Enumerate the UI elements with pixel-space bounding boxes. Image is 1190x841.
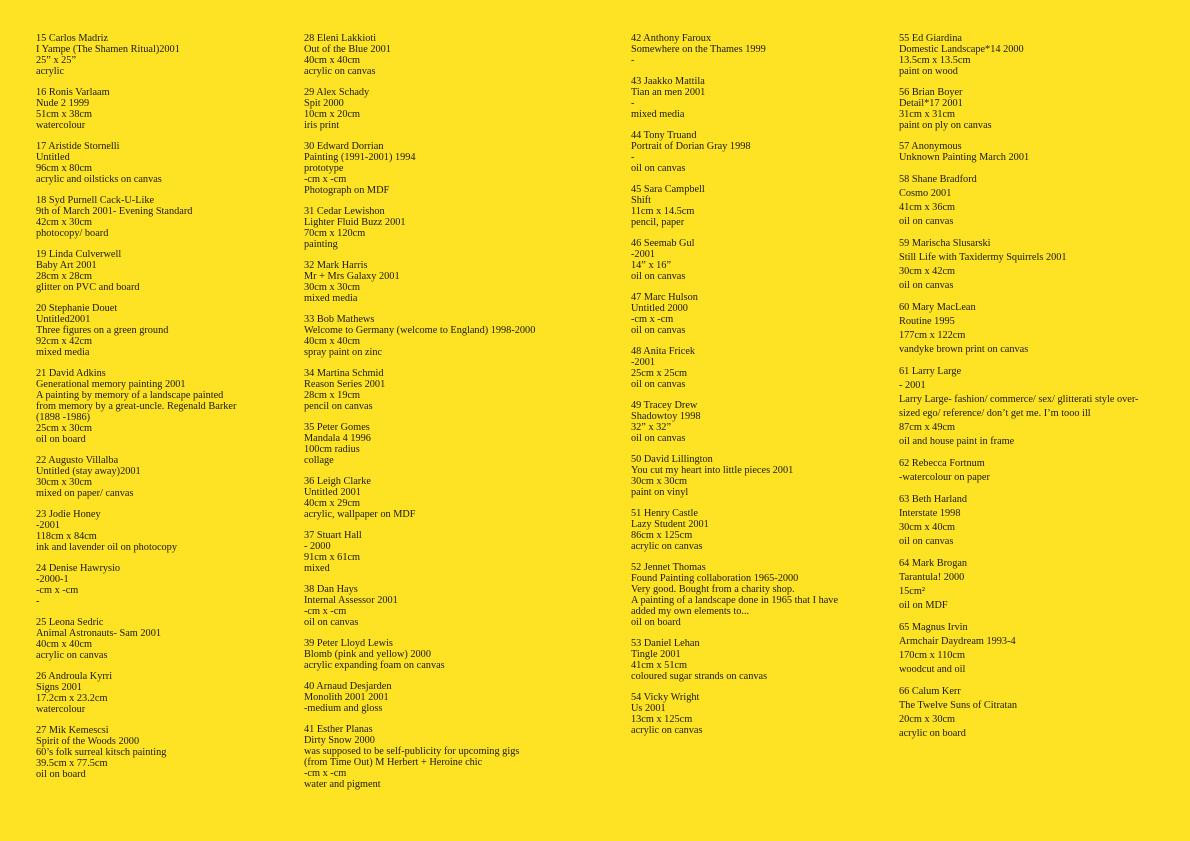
entry-line: A painting by memory of a landscape painted [36, 390, 224, 401]
entry-line: 25” x 25” [36, 55, 77, 66]
entry-line: oil on canvas [631, 271, 686, 282]
entry-line: iris print [304, 120, 340, 131]
artist-name: 60 Mary MacLean [899, 302, 976, 313]
artwork-entry [631, 33, 881, 66]
entry-line: Detail*17 2001 [899, 98, 963, 109]
entry-line: You cut my heart into little pieces 2001 [631, 465, 794, 476]
artwork-entry [36, 455, 276, 499]
entry-line: 51cm x 38cm [36, 109, 93, 120]
artwork-entry [899, 301, 1169, 357]
artist-name: 42 Anthony Faroux [631, 33, 712, 44]
entry-line: 118cm x 84cm [36, 531, 97, 542]
entry-line: Baby Art 2001 [36, 260, 97, 271]
artwork-entry [304, 681, 604, 714]
entry-line: Untitled 2001 [304, 487, 361, 498]
entry-line: Photograph on MDF [304, 185, 390, 196]
artist-name: 16 Ronis Varlaam [36, 87, 110, 98]
entry-line: 170cm x 110cm [899, 650, 965, 661]
entry-line: 40cm x 29cm [304, 498, 361, 509]
artist-name: 55 Ed Giardina [899, 33, 962, 44]
entry-line: mixed on paper/ canvas [36, 488, 134, 499]
artist-name: 22 Augusto Villalba [36, 455, 119, 466]
artwork-entry [631, 638, 881, 682]
entry-line: Interstate 1998 [899, 508, 961, 519]
entry-line: oil on board [36, 434, 86, 445]
entry-line: 9th of March 2001- Evening Standard [36, 206, 193, 217]
artwork-entry [631, 238, 881, 282]
artist-name: 64 Mark Brogan [899, 558, 968, 569]
entry-line: 30cm x 30cm [304, 282, 361, 293]
entry-line: 70cm x 120cm [304, 228, 366, 239]
entry-line: Cosmo 2001 [899, 188, 952, 199]
artist-name: 50 David Lillington [631, 454, 713, 465]
entry-line: pencil on canvas [304, 401, 373, 412]
artist-name: 43 Jaakko Mattila [631, 76, 705, 87]
entry-line: 39.5cm x 77.5cm [36, 758, 108, 769]
artist-name: 29 Alex Schady [304, 87, 370, 98]
entry-line: Mandala 4 1996 [304, 433, 371, 444]
entry-line: Painting (1991-2001) 1994 [304, 152, 416, 163]
entry-line: Tingle 2001 [631, 649, 681, 660]
artwork-entry [631, 76, 881, 120]
entry-line: 25cm x 25cm [631, 368, 688, 379]
entry-line: 32” x 32” [631, 422, 672, 433]
artwork-entry [631, 454, 881, 498]
entry-line: Nude 2 1999 [36, 98, 90, 109]
artwork-entry [631, 692, 881, 736]
artwork-entry [631, 130, 881, 174]
entry-line: 41cm x 36cm [899, 202, 956, 213]
entry-line: Mr + Mrs Galaxy 2001 [304, 271, 400, 282]
entry-line: vandyke brown print on canvas [899, 344, 1029, 355]
artist-name: 41 Esther Planas [304, 724, 373, 735]
entry-line: 41cm x 51cm [631, 660, 688, 671]
entry-line: Animal Astronauts- Sam 2001 [36, 628, 161, 639]
entry-line: -2001 [631, 357, 656, 368]
artist-name: 39 Peter Lloyd Lewis [304, 638, 393, 649]
entry-line: collage [304, 455, 334, 466]
entry-line: watercolour [36, 704, 86, 715]
artist-name: 61 Larry Large [899, 366, 962, 377]
artist-name: 66 Calum Kerr [899, 686, 961, 697]
entry-line: oil on canvas [631, 379, 686, 390]
artist-name: 36 Leigh Clarke [304, 476, 371, 487]
entry-line: Tian an men 2001 [631, 87, 706, 98]
entry-line: 30cm x 40cm [899, 522, 956, 533]
entry-line: -medium and gloss [304, 703, 383, 714]
entry-line: acrylic on canvas [631, 725, 703, 736]
entry-line: Lighter Fluid Buzz 2001 [304, 217, 406, 228]
entry-line: Untitled 2000 [631, 303, 688, 314]
entry-line: added my own elements to... [631, 606, 750, 617]
entry-line: Internal Assessor 2001 [304, 595, 398, 606]
entry-line: paint on vinyl [631, 487, 689, 498]
artist-name: 44 Tony Truand [631, 130, 697, 141]
artwork-entry [899, 457, 1169, 485]
entry-line: 11cm x 14.5cm [631, 206, 695, 217]
artwork-entry [304, 87, 604, 131]
artist-name: 45 Sara Campbell [631, 184, 705, 195]
artist-name: 38 Dan Hays [304, 584, 358, 595]
artwork-entry [304, 584, 604, 628]
artwork-entry [36, 141, 276, 185]
entry-line: I Yampe (The Shamen Ritual)2001 [36, 44, 180, 55]
artwork-entry [899, 141, 1169, 163]
artist-name: 27 Mik Kemescsi [36, 725, 109, 736]
entry-line: Domestic Landscape*14 2000 [899, 44, 1024, 55]
entry-line: Portrait of Dorian Gray 1998 [631, 141, 751, 152]
artwork-entry [304, 141, 604, 196]
entry-line: 31cm x 31cm [899, 109, 956, 120]
entry-line: spray paint on zinc [304, 347, 383, 358]
artwork-entry [631, 508, 881, 552]
entry-line: Routine 1995 [899, 316, 955, 327]
entry-line: -cm x -cm [631, 314, 674, 325]
entry-line: Reason Series 2001 [304, 379, 386, 390]
artist-name: 30 Edward Dorrian [304, 141, 384, 152]
entry-line: 40cm x 40cm [36, 639, 93, 650]
entry-line: -2000-1 [36, 574, 69, 585]
artist-name: 56 Brian Boyer [899, 87, 963, 98]
column-3 [631, 33, 881, 746]
entry-line: Shadowtoy 1998 [631, 411, 701, 422]
entry-line: - [631, 98, 635, 109]
entry-line: woodcut and oil [899, 664, 966, 675]
entry-line: Untitled2001 [36, 314, 91, 325]
artist-name: 32 Mark Harris [304, 260, 368, 271]
entry-line: oil on canvas [304, 617, 359, 628]
artist-name: 65 Magnus Irvin [899, 622, 968, 633]
entry-line: 60’s folk surreal kitsch painting [36, 747, 167, 758]
entry-line: glitter on PVC and board [36, 282, 140, 293]
artist-name: 58 Shane Bradford [899, 174, 977, 185]
entry-line: sized ego/ reference/ don’t get me. I’m tooo ill [899, 408, 1091, 419]
entry-line: -watercolour on paper [899, 472, 990, 483]
entry-line: A painting of a landscape done in 1965 that I have [631, 595, 839, 606]
entry-line: Signs 2001 [36, 682, 83, 693]
artwork-entry [899, 685, 1169, 741]
entry-line: acrylic, wallpaper on MDF [304, 509, 416, 520]
artist-name: 19 Linda Culverwell [36, 249, 122, 260]
entry-line: oil and house paint in frame [899, 436, 1015, 447]
artist-name: 26 Androula Kyrri [36, 671, 113, 682]
entry-line: 14” x 16” [631, 260, 672, 271]
artist-name: 52 Jennet Thomas [631, 562, 706, 573]
artwork-entry [304, 724, 604, 790]
entry-line: Armchair Daydream 1993-4 [899, 636, 1016, 647]
entry-line: 40cm x 40cm [304, 55, 361, 66]
entry-line: 100cm radius [304, 444, 360, 455]
artist-name: 17 Aristide Stornelli [36, 141, 120, 152]
artwork-entry [631, 346, 881, 390]
artwork-entry [304, 476, 604, 520]
entry-line: acrylic on canvas [631, 541, 703, 552]
artwork-entry [899, 87, 1169, 131]
entry-line: oil on board [36, 769, 86, 780]
entry-line: Us 2001 [631, 703, 666, 714]
artwork-entry [36, 195, 276, 239]
entry-line: acrylic on board [899, 728, 966, 739]
entry-line: 177cm x 122cm [899, 330, 966, 341]
entry-line: Very good. Bought from a charity shop. [631, 584, 795, 595]
artist-name: 49 Tracey Drew [631, 400, 698, 411]
artist-name: 31 Cedar Lewishon [304, 206, 385, 217]
entry-line: acrylic expanding foam on canvas [304, 660, 445, 671]
artist-name: 37 Stuart Hall [304, 530, 362, 541]
column-4 [899, 33, 1169, 749]
entry-line: ink and lavender oil on photocopy [36, 542, 177, 553]
entry-line: mixed media [631, 109, 685, 120]
entry-line: mixed media [36, 347, 90, 358]
artwork-entry [304, 314, 604, 358]
artwork-entry [631, 400, 881, 444]
entry-line: paint on wood [899, 66, 958, 77]
artist-name: 63 Beth Harland [899, 494, 968, 505]
column-2 [304, 33, 604, 800]
artwork-entry [631, 562, 881, 628]
entry-line: 30cm x 30cm [631, 476, 688, 487]
artist-name: 47 Marc Hulson [631, 292, 698, 303]
artwork-entry [36, 725, 276, 780]
entry-line: Still Life with Taxidermy Squirrels 2001 [899, 252, 1067, 263]
entry-line: oil on canvas [899, 536, 954, 547]
entry-line: painting [304, 239, 338, 250]
entry-line: coloured sugar strands on canvas [631, 671, 768, 682]
artwork-entry [304, 206, 604, 250]
artwork-entry [899, 557, 1169, 613]
entry-line: 92cm x 42cm [36, 336, 93, 347]
entry-line: 30cm x 42cm [899, 266, 956, 277]
entry-line: Unknown Painting March 2001 [899, 152, 1030, 163]
entry-line: -2001 [631, 249, 656, 260]
column-1 [36, 33, 276, 790]
entry-line: 15cm² [899, 586, 925, 597]
entry-line: - 2000 [304, 541, 331, 552]
entry-line: The Twelve Suns of Citratan [899, 700, 1018, 711]
entry-line: Spit 2000 [304, 98, 344, 109]
entry-line: -2001 [36, 520, 61, 531]
entry-line: oil on canvas [899, 280, 954, 291]
artist-name: 21 David Adkins [36, 368, 106, 379]
artwork-entry [304, 530, 604, 574]
entry-line: oil on MDF [899, 600, 948, 611]
entry-line: (1898 -1986) [36, 412, 91, 423]
artwork-entry [36, 87, 276, 131]
artist-name: 28 Eleni Lakkioti [304, 33, 377, 44]
entry-line: photocopy/ board [36, 228, 109, 239]
entry-line: Dirty Snow 2000 [304, 735, 375, 746]
artwork-entry [304, 260, 604, 304]
entry-line: Monolith 2001 2001 [304, 692, 389, 703]
artwork-entry [36, 671, 276, 715]
artwork-entry [304, 422, 604, 466]
entry-line: (from Time Out) M Herbert + Heroine chic [304, 757, 483, 768]
artist-name: 51 Henry Castle [631, 508, 698, 519]
entry-line: Blomb (pink and yellow) 2000 [304, 649, 431, 660]
entry-line: pencil, paper [631, 217, 685, 228]
artist-name: 20 Stephanie Douet [36, 303, 118, 314]
artwork-entry [899, 493, 1169, 549]
entry-line: 28cm x 28cm [36, 271, 93, 282]
artist-name: 15 Carlos Madriz [36, 33, 109, 44]
artwork-entry [36, 509, 276, 553]
entry-line: Spirit of the Woods 2000 [36, 736, 140, 747]
entry-line: oil on board [631, 617, 681, 628]
entry-line: 17.2cm x 23.2cm [36, 693, 108, 704]
artwork-entry [631, 292, 881, 336]
entry-line: 20cm x 30cm [899, 714, 956, 725]
artist-name: 40 Arnaud Desjarden [304, 681, 392, 692]
entry-line: Somewhere on the Thames 1999 [631, 44, 766, 55]
artwork-entry [36, 33, 276, 77]
entry-line: 10cm x 20cm [304, 109, 361, 120]
artist-name: 25 Leona Sedric [36, 617, 104, 628]
artist-name: 62 Rebecca Fortnum [899, 458, 985, 469]
entry-line: watercolour [36, 120, 86, 131]
entry-line: was supposed to be self-publicity for upcoming gigs [304, 746, 520, 757]
entry-line: oil on canvas [631, 163, 686, 174]
entry-line: 28cm x 19cm [304, 390, 361, 401]
artwork-entry [899, 237, 1169, 293]
artist-name: 24 Denise Hawrysio [36, 563, 121, 574]
entry-line: Found Painting collaboration 1965-2000 [631, 573, 799, 584]
entry-line: 40cm x 40cm [304, 336, 361, 347]
entry-line: Welcome to Germany (welcome to England) 1998-2000 [304, 325, 536, 336]
entry-line: oil on canvas [899, 216, 954, 227]
entry-line: Lazy Student 2001 [631, 519, 709, 530]
entry-line: acrylic on canvas [304, 66, 376, 77]
entry-line: Out of the Blue 2001 [304, 44, 391, 55]
artist-name: 48 Anita Fricek [631, 346, 696, 357]
entry-line: - [631, 152, 635, 163]
entry-line: acrylic [36, 66, 65, 77]
entry-line: Larry Large- fashion/ commerce/ sex/ glitterati style over- [899, 394, 1139, 405]
entry-line: water and pigment [304, 779, 381, 790]
artist-name: 23 Jodie Honey [36, 509, 101, 520]
entry-line: -cm x -cm [304, 606, 347, 617]
entry-line: 87cm x 49cm [899, 422, 956, 433]
entry-line: 30cm x 30cm [36, 477, 93, 488]
artist-name: 53 Daniel Lehan [631, 638, 700, 649]
artwork-entry [899, 33, 1169, 77]
entry-line: -cm x -cm [304, 174, 347, 185]
entry-line: mixed [304, 563, 330, 574]
entry-line: 42cm x 30cm [36, 217, 93, 228]
artwork-entry [304, 638, 604, 671]
artist-name: 59 Marischa Slusarski [899, 238, 991, 249]
entry-line: Generational memory painting 2001 [36, 379, 186, 390]
artist-name: 46 Seemab Gul [631, 238, 695, 249]
entry-line: oil on canvas [631, 433, 686, 444]
entry-line: Shift [631, 195, 652, 206]
entry-line: - 2001 [899, 380, 926, 391]
entry-line: Untitled (stay away)2001 [36, 466, 141, 477]
entry-line: mixed media [304, 293, 358, 304]
artwork-entry [304, 368, 604, 412]
artwork-entry [304, 33, 604, 77]
entry-line: prototype [304, 163, 344, 174]
entry-line: paint on ply on canvas [899, 120, 992, 131]
artist-name: 18 Syd Purnell Cack-U-Like [36, 195, 155, 206]
artwork-entry [899, 173, 1169, 229]
entry-line: oil on canvas [631, 325, 686, 336]
artwork-entry [36, 303, 276, 358]
entry-line: 13.5cm x 13.5cm [899, 55, 971, 66]
artwork-entry [899, 621, 1169, 677]
artist-name: 35 Peter Gomes [304, 422, 370, 433]
entry-line: 96cm x 80cm [36, 163, 93, 174]
artwork-entry [36, 563, 276, 607]
entry-line: Three figures on a green ground [36, 325, 169, 336]
artwork-entry [36, 249, 276, 293]
entry-line: acrylic and oilsticks on canvas [36, 174, 162, 185]
artist-name: 54 Vicky Wright [631, 692, 700, 703]
artist-name: 33 Bob Mathews [304, 314, 375, 325]
entry-line: 25cm x 30cm [36, 423, 93, 434]
entry-line: acrylic on canvas [36, 650, 108, 661]
entry-line: 86cm x 125cm [631, 530, 693, 541]
entry-line: -cm x -cm [304, 768, 347, 779]
entry-line: from memory by a great-uncle. Regenald Barker [36, 401, 237, 412]
artwork-entry [631, 184, 881, 228]
entry-line: - [631, 55, 635, 66]
artist-name: 57 Anonymous [899, 141, 962, 152]
artwork-entry [36, 368, 276, 445]
entry-line: Untitled [36, 152, 70, 163]
entry-line: 13cm x 125cm [631, 714, 693, 725]
entry-line: -cm x -cm [36, 585, 79, 596]
artwork-entry [899, 365, 1169, 449]
artwork-entry [36, 617, 276, 661]
entry-line: Tarantula! 2000 [899, 572, 965, 583]
artist-name: 34 Martina Schmid [304, 368, 384, 379]
entry-line: 91cm x 61cm [304, 552, 361, 563]
entry-line: - [36, 596, 40, 607]
